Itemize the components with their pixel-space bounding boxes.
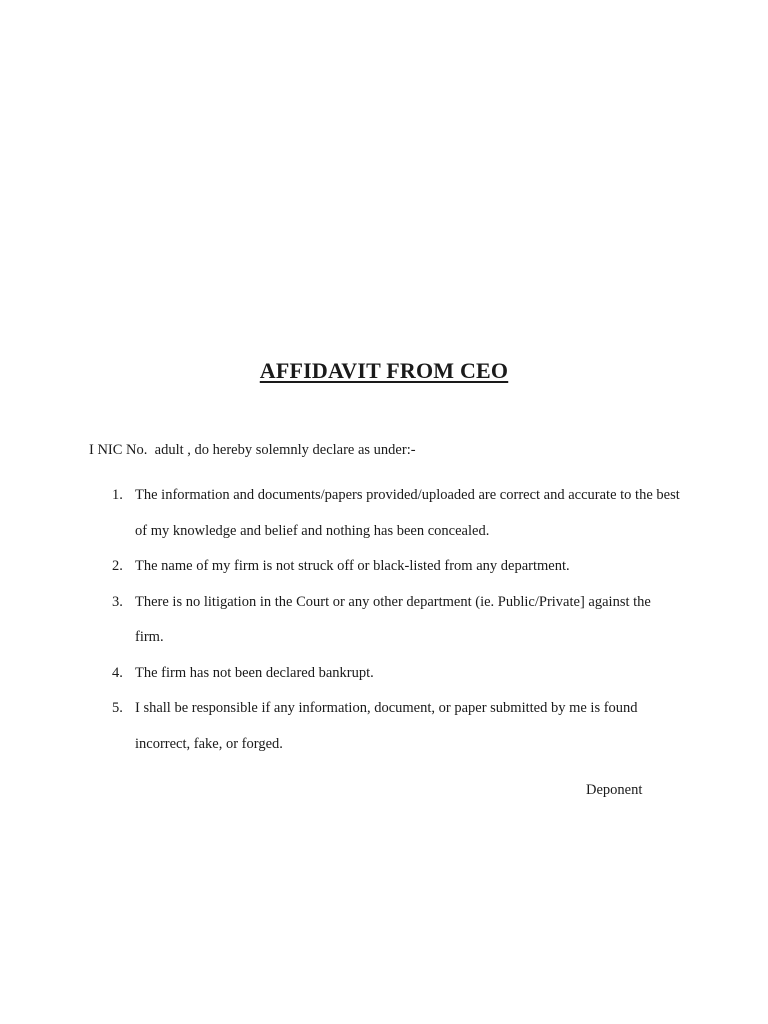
list-item-text: There is no litigation in the Court or any other department (ie. Public/Private] against the firm.: [135, 593, 651, 645]
list-item: [0, 656, 768, 692]
list-item-number: 5.: [112, 700, 123, 716]
list-item: [0, 691, 768, 762]
list-item-number: 3.: [112, 593, 123, 610]
list-item: [0, 478, 768, 549]
list-item-number: 1.: [112, 487, 123, 503]
document-title: AFFIDAVIT FROM CEO: [259, 358, 509, 383]
list-item-text: The name of my firm is not struck off or black-listed from any department.: [135, 558, 570, 574]
declaration-intro: I NIC No. adult , do hereby solemnly declare as under:-: [89, 442, 416, 458]
list-item: [0, 549, 768, 585]
list-item-number: 4.: [112, 664, 123, 681]
list-item: [0, 585, 768, 656]
list-item-text: The firm has not been declared bankrupt.: [135, 664, 374, 681]
declaration-list: [0, 478, 768, 762]
deponent-signature-label: Deponent: [586, 782, 643, 798]
list-item-text: The information and documents/papers provided/uploaded are correct and accurate to the best of my knowledge and belief and nothing has been concealed.: [135, 487, 680, 539]
list-item-number: 2.: [112, 558, 123, 574]
list-item-text: I shall be responsible if any information, document, or paper submitted by me is found incorrect, fake, or forged.: [135, 700, 638, 752]
